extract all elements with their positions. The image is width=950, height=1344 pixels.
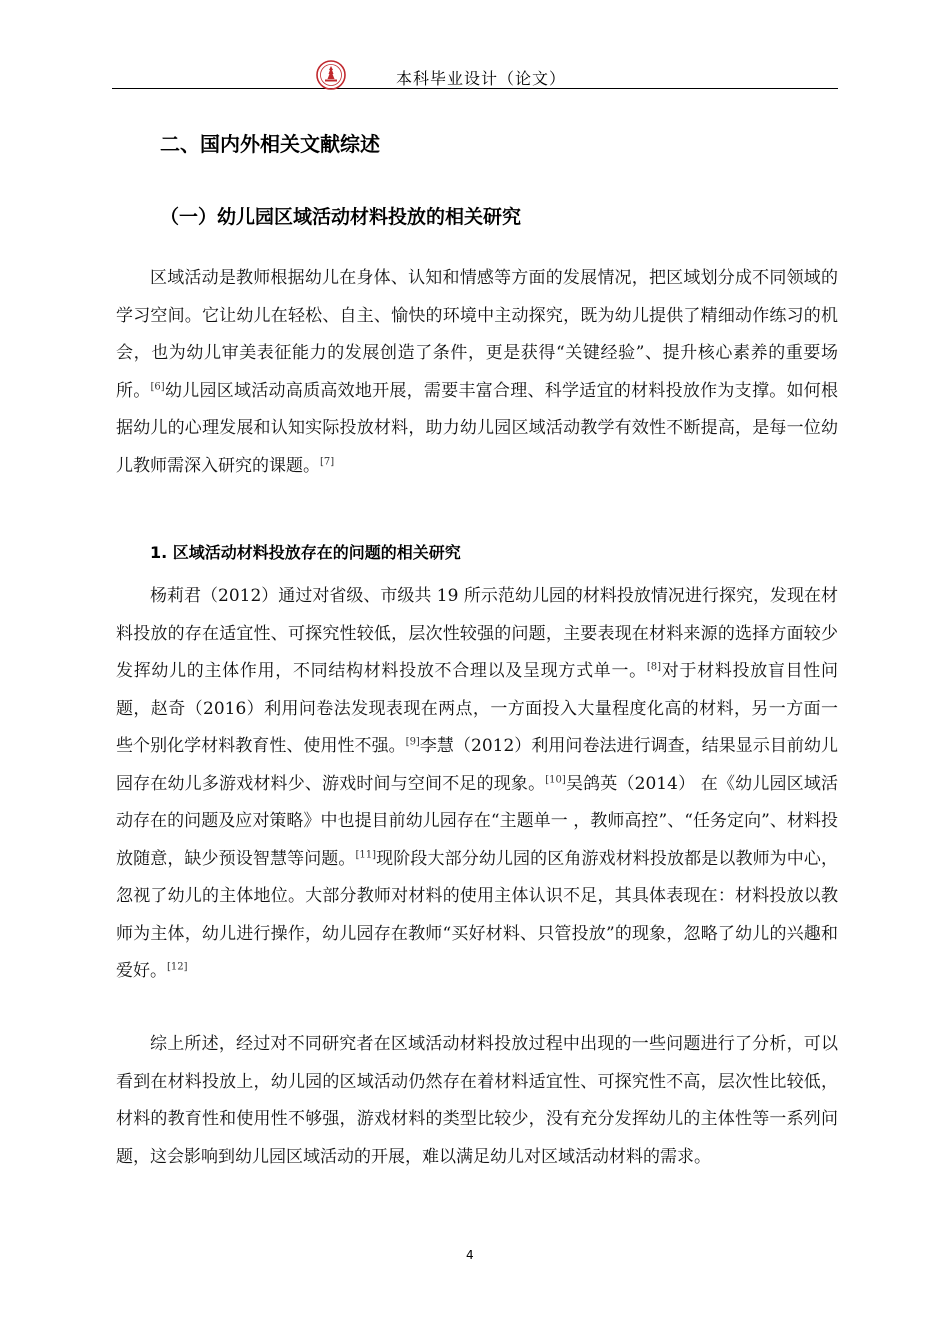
citation-ref: [10] — [545, 773, 566, 785]
paragraph-text: 吴鸽英（2014） 在《幼儿园区域活动存在的问题及应对策略》中也提目前幼儿园存在“主题单一 ，教师高控”、“任务定向”、材料投放随意，缺少预设智慧等问题。 — [116, 773, 838, 869]
citation-ref: [8] — [646, 661, 662, 673]
header-title: 本科毕业设计（论文） — [396, 69, 567, 88]
paragraph-text: 对于材料投放盲目性问题，赵奇（2016）利用问卷法发现表现在两点，一方面投入大量程度化高的材料，另一方面一些个别化学材料教育性、使用性不强。 — [116, 661, 839, 756]
page-number: 4 — [466, 1248, 474, 1262]
paragraph-text: 现阶段大部分幼儿园的区角游戏材料投放都是以教师为中心，忽视了幼儿的主体地位。大部分教师对材料的使用主体认识不足，其具体表现在：材料投放以教师为主体，幼儿进行操作，幼儿园存在教师“买好材料、只管投放”的现象，忽略了幼儿的兴趣和爱好。 — [116, 848, 839, 981]
citation-ref: [11] — [355, 848, 377, 860]
paragraph-text: 杨莉君（2012）通过对省级、市级共 19 所示范幼儿园的材料投放情况进行探究，发现在材料投放的存在适宜性、可探究性较低，层次性较强的问题，主要表现在材料来源的选择方面较少发挥幼儿的主体作用，不同结构材料投放不合理以及呈现方式单一。 — [116, 586, 838, 681]
paragraph-summary — [116, 1026, 838, 1176]
paragraph-intro — [116, 260, 838, 485]
paragraph-text: 李慧（2012）利用问卷法进行调查，结果显示目前幼儿园存在幼儿多游戏材料少、游戏时间与空间不足的现象。 — [116, 736, 839, 794]
citation-ref: [6] — [150, 380, 165, 392]
citation-ref: [7] — [320, 455, 335, 467]
subsection-title: （一）幼儿园区域活动材料投放的相关研究 — [160, 206, 522, 228]
university-logo-icon — [316, 60, 346, 90]
citation-ref: [12] — [167, 961, 188, 973]
subsubsection-title: 1. 区域活动材料投放存在的问题的相关研究 — [150, 543, 461, 562]
citation-ref: [9] — [405, 736, 420, 748]
section-title: 二、国内外相关文献综述 — [160, 132, 380, 156]
paragraph-text: 综上所述，经过对不同研究者在区域活动材料投放过程中出现的一些问题进行了分析，可以看到在材料投放上，幼儿园的区域活动仍然存在着材料适宜性、可探究性不高，层次性比较低，材料的教育性和使用性不够强，游戏材料的类型比较少，没有充分发挥幼儿的主体性等一系列问题，这会影响到幼儿园区域活动的开展，难以满足幼儿对区域活动材料的需求。 — [116, 1034, 838, 1167]
paragraph-problems — [116, 578, 838, 991]
page-header — [112, 58, 838, 89]
paragraph-text: 区域活动是教师根据幼儿在身体、认知和情感等方面的发展情况，把区域划分成不同领域的学习空间。它让幼儿在轻松、自主、愉快的环境中主动探究，既为幼儿提供了精细动作练习的机会，也为幼儿审美表征能力的发展创造了条件，更是获得“关键经验”、提升核心素养的重要场所。 — [116, 268, 838, 401]
paragraph-text: 幼儿园区域活动高质高效地开展，需要丰富合理、科学适宜的材料投放作为支撑。如何根据幼儿的心理发展和认知实际投放材料，助力幼儿园区域活动教学有效性不断提高，是每一位幼儿教师需深入研究的课题。 — [116, 380, 839, 476]
